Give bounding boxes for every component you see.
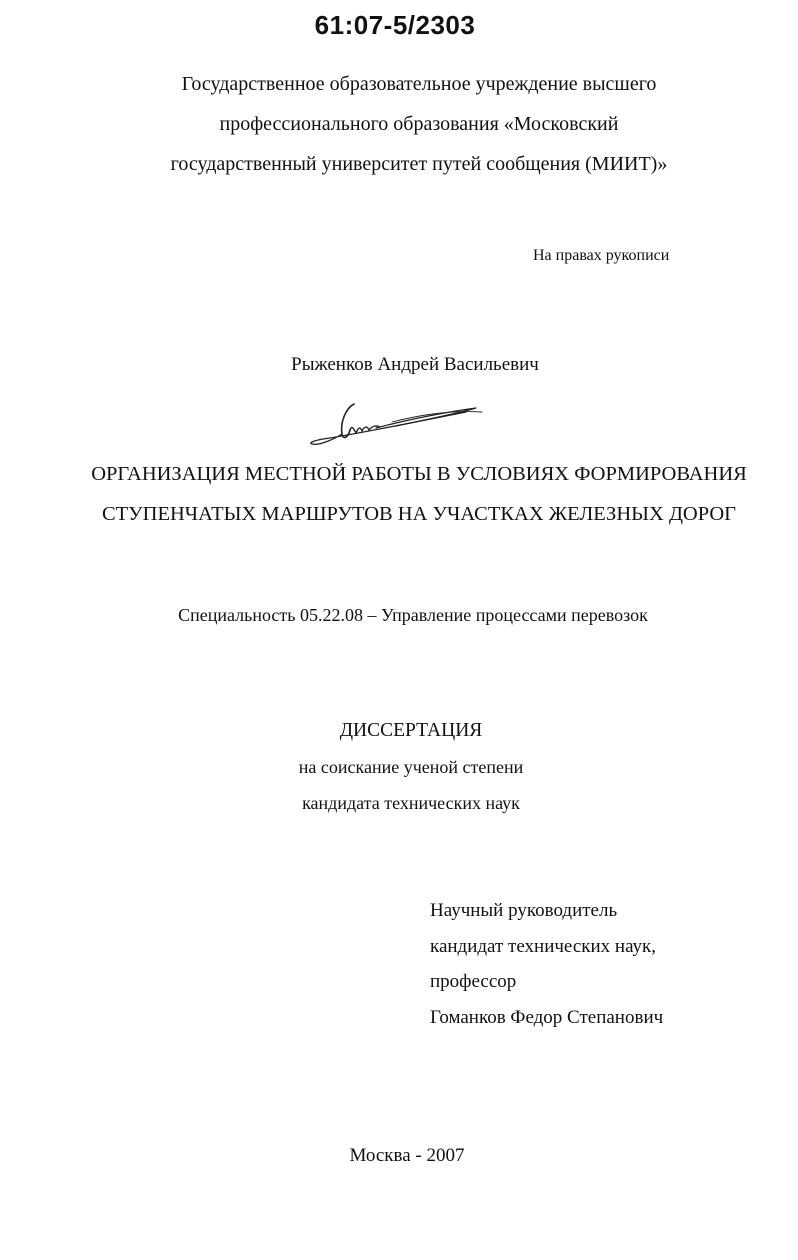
place-and-year: Москва - 2007 bbox=[349, 1145, 465, 1166]
supervisor-rank: профессор bbox=[430, 971, 517, 992]
institution-line-3: государственный университет путей сообщения (МИИТ)» bbox=[170, 153, 668, 175]
title-line-1: ОРГАНИЗАЦИЯ МЕСТНОЙ РАБОТЫ В УСЛОВИЯХ ФОРМИРОВАНИЯ bbox=[91, 463, 747, 485]
dissertation-title bbox=[20, 454, 798, 534]
dissertation-heading: ДИССЕРТАЦИЯ bbox=[339, 720, 483, 741]
supervisor-role: Научный руководитель bbox=[430, 900, 618, 921]
author-name: Рыженков Андрей Васильевич bbox=[291, 354, 539, 375]
manuscript-note: На правах рукописи bbox=[533, 247, 670, 264]
degree-line-1: на соискание ученой степени bbox=[298, 757, 524, 777]
supervisor-name: Гоманков Федор Степанович bbox=[430, 1006, 664, 1028]
registration-number: 61:07-5/2303 bbox=[314, 10, 476, 40]
author-signature bbox=[306, 400, 486, 455]
title-line-2: СТУПЕНЧАТЫХ МАРШРУТОВ НА УЧАСТКАХ ЖЕЛЕЗНЫХ ДОРОГ bbox=[101, 503, 737, 525]
institution-line-1: Государственное образовательное учреждение высшего bbox=[181, 73, 657, 95]
institution-name bbox=[20, 64, 798, 184]
institution-line-2: профессионального образования «Московский bbox=[219, 113, 619, 135]
degree-line-2: кандидата технических наук bbox=[302, 793, 520, 813]
supervisor-block bbox=[430, 893, 663, 1035]
dissertation-block bbox=[12, 713, 798, 821]
specialty-line: Специальность 05.22.08 – Управление процессами перевозок bbox=[178, 605, 648, 625]
supervisor-degree: кандидат технических наук, bbox=[430, 935, 657, 957]
